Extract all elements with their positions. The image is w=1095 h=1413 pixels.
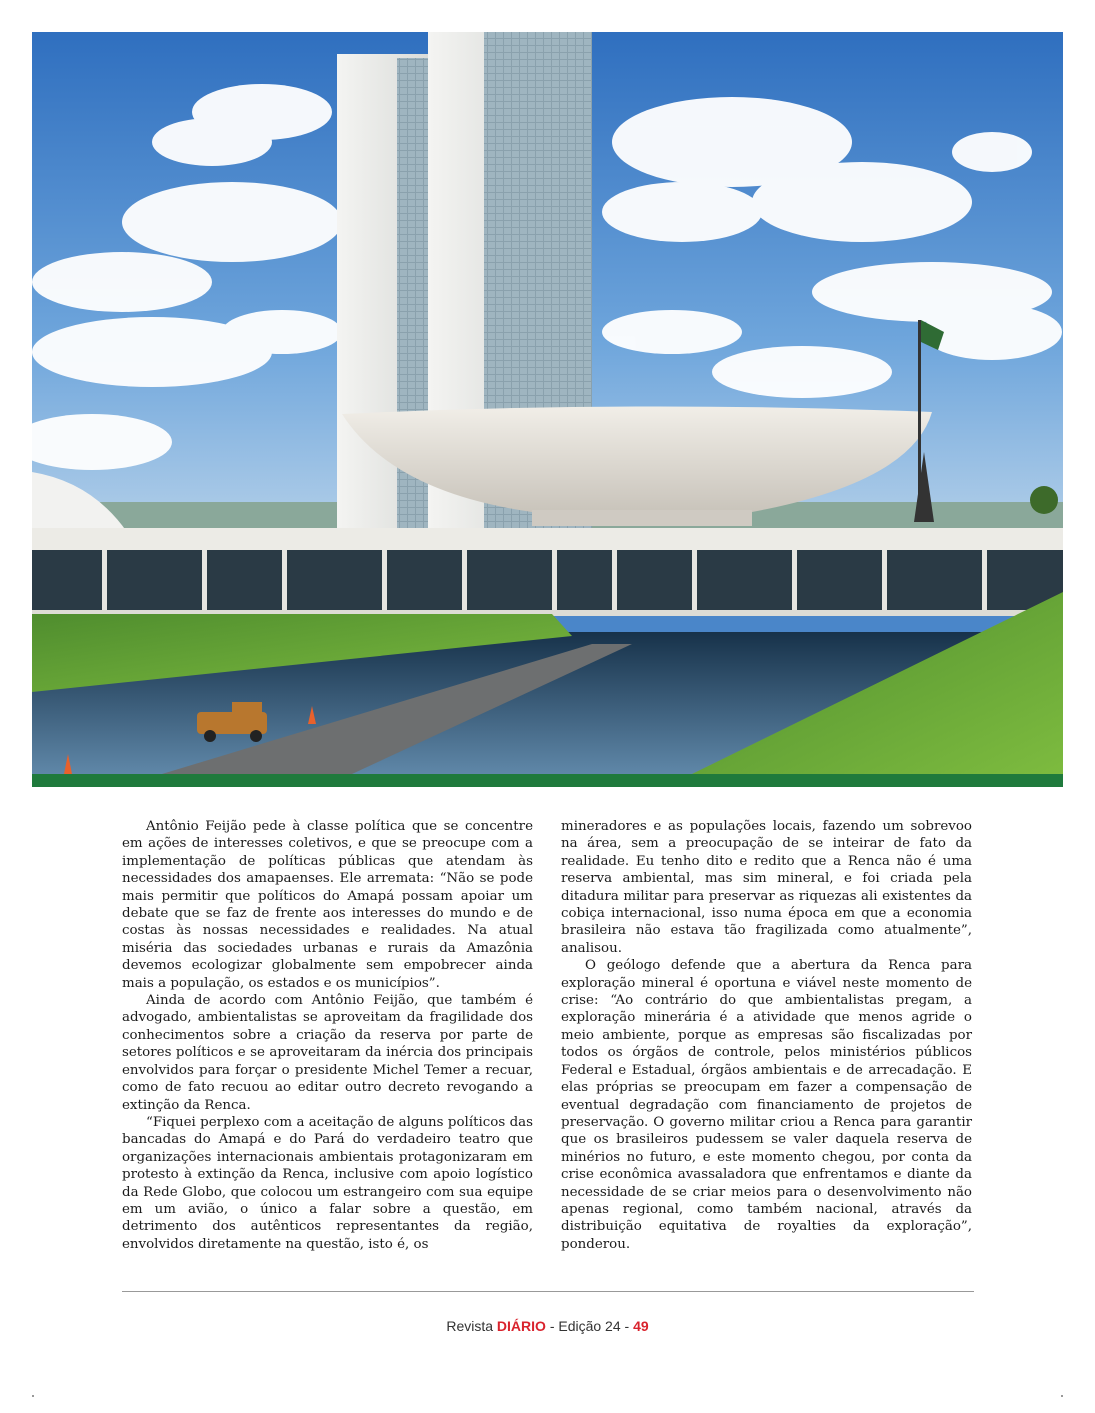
footer-divider — [122, 1291, 974, 1292]
paragraph: Antônio Feijão pede à classe política que se concentre em ações de interesses coletivos, e que se preocupe com a implementação de políticas públicas que atendam às necessidades dos amapaenses. Ele arremata: “Não se pode mais permitir que políticos do Amapá possam apoiar um debate que se faz de frente aos interesses do mundo e de costas às nossas necessidades e realidades. Na atual miséria das sociedades urbanas e rurais da Amazônia devemos ecologizar globalmente sem empobrecer ainda mais a população, os estados e os municípios”. — [122, 819, 533, 991]
crop-mark — [32, 1395, 34, 1397]
article-column-left — [122, 818, 533, 1253]
page-number: 49 — [633, 1318, 649, 1334]
paragraph: Ainda de acordo com Antônio Feijão, que também é advogado, ambientalistas se aproveitam da fragilidade dos conhecimentos sobre a criação da reserva por parte de setores políticos e se aproveitaram da inércia dos principais envolvidos para forçar o presidente Michel Temer a recuar, como de fato recuou ao editar outro decreto revogando a extinção da Renca. — [122, 993, 533, 1113]
page-footer — [0, 1318, 1095, 1334]
brazil-national-congress-photo — [32, 32, 1063, 774]
footer-edition: - Edição 24 - — [549, 1318, 630, 1334]
paragraph: mineradores e as populações locais, fazendo um sobrevoo na área, sem a preocupação de se inteirar de fato da realidade. Eu tenho dito e redito que a Renca não é uma reserva ambiental, mas sim mineral, e foi criada pela ditadura militar para preservar as riquezas ali existentes da cobiça internacional, isso numa época em que a economia brasileira não estava tão fragilizada como atualmente”, analisou. — [561, 819, 972, 956]
paragraph: “Fiquei perplexo com a aceitação de alguns políticos das bancadas do Amapá e do Pará do verdadeiro teatro que organizações internacionais ambientais protagonizaram em protesto à extinção da Renca, inclusive com apoio logístico da Rede Globo, que colocou um estrangeiro com sua equipe em um avião, o único a falar sobre a questão, em detrimento dos autênticos representantes da região, envolvidos diretamente na questão, isto é, os — [122, 1114, 533, 1252]
crop-mark — [1061, 1395, 1063, 1397]
accent-bar — [32, 774, 1063, 787]
footer-prefix: Revista — [446, 1318, 494, 1334]
article-column-right — [561, 818, 972, 1253]
paragraph: O geólogo defende que a abertura da Renca para exploração mineral é oportuna e viável neste momento de crise: “Ao contrário do que ambientalistas pregam, a exploração minerária é a atividade que menos agride o meio ambiente, porque as empresas são fiscalizadas por todos os órgãos de controle, pelos ministérios públicos Federal e Estadual, órgãos ambientais e de arrecadação. E elas próprias se preocupam em fazer a compensação de eventual degradação com financiamento de projetos de preservação. O governo militar criou a Renca para garantir que os brasileiros pudessem se valer daquela reserva de minérios no futuro, e este momento chegou, por conta da crise econômica avassaladora que enfrentamos e diante da necessidade de se criar meios para o desenvolvimento não apenas regional, como também nacional, através da distribuição equitativa de royalties da exploração”, ponderou. — [561, 958, 972, 1252]
footer-brand: DIÁRIO — [496, 1318, 546, 1334]
